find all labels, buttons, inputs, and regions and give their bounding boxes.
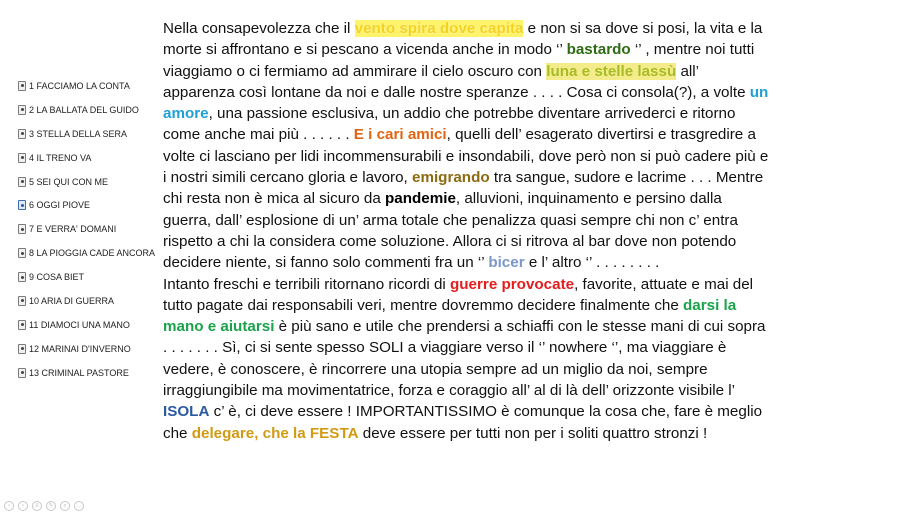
highlight-vento: vento spira dove capita xyxy=(354,20,524,37)
text-segment: deve essere per tutti non per i soliti quattro stronzi ! xyxy=(358,424,708,442)
audio-file-icon[interactable] xyxy=(18,224,26,234)
track-label: 10 ARIA DI GUERRA xyxy=(29,295,115,306)
highlight-festa: delegare, che la FESTA xyxy=(191,424,359,442)
track-label: 7 E VERRA' DOMANI xyxy=(29,224,117,235)
prev-slide-button[interactable]: ‹ xyxy=(4,501,14,511)
text-segment: c’ è, ci deve essere ! IMPORTANTISSIMO è comunque la cosa che, fare è meglio che xyxy=(163,403,763,442)
track-item[interactable] xyxy=(18,217,158,241)
paragraph-2 xyxy=(163,274,769,444)
text-segment: ‘’ , mentre noi tutti viaggiamo o ci fermiamo ad ammirare il cielo oscuro con xyxy=(163,41,755,80)
highlight-isola: ISOLA xyxy=(163,403,210,421)
highlight-amore: un amore xyxy=(163,83,769,123)
text-segment: e non si sa dove si posi, la vita e la morte si affrontano e si pescano a vicenda anche in modo ‘’ xyxy=(163,20,763,59)
track-label: 5 SEI QUI CON ME xyxy=(29,176,109,187)
text-segment: e l’ altro ‘’ . . . . . . . . xyxy=(524,254,660,272)
track-list xyxy=(18,74,158,385)
audio-file-icon[interactable] xyxy=(18,344,26,354)
track-label: 2 LA BALLATA DEL GUIDO xyxy=(29,104,139,115)
track-label: 9 COSA BIET xyxy=(29,272,85,283)
audio-file-icon[interactable] xyxy=(18,81,26,91)
track-item[interactable] xyxy=(18,241,158,265)
more-button[interactable]: … xyxy=(76,503,82,509)
next-slide-button[interactable]: › xyxy=(18,501,28,511)
track-label: 11 DIAMOCI UNA MANO xyxy=(29,319,130,330)
track-item[interactable] xyxy=(18,265,158,289)
track-label: 3 STELLA DELLA SERA xyxy=(29,128,128,139)
track-label: 8 LA PIOGGIA CADE ANCORA xyxy=(29,248,156,259)
audio-file-icon[interactable] xyxy=(18,320,26,330)
track-item[interactable] xyxy=(18,146,158,170)
audio-file-icon[interactable] xyxy=(18,129,26,139)
track-item[interactable] xyxy=(18,361,158,385)
text-segment: Nella consapevolezza che il xyxy=(163,20,355,37)
text-segment: all’ apparenza così lontane da noi e dalle nostre speranze . . . . Cosa ci consola(?), a volte xyxy=(163,62,750,101)
track-item[interactable] xyxy=(18,193,158,217)
audio-file-icon[interactable] xyxy=(18,105,26,115)
highlight-amici: E i cari amici xyxy=(353,126,447,144)
track-item[interactable] xyxy=(18,337,158,361)
text-segment: , una passione esclusiva, un addio che potrebbe diventare arrivederci e ritorno come anche mai più . . . . . . xyxy=(163,105,736,144)
track-item[interactable] xyxy=(18,74,158,98)
track-label: 1 FACCIAMO LA CONTA xyxy=(29,80,130,91)
highlight-guerre: guerre provocate xyxy=(450,275,575,293)
pen-button[interactable]: ✎ xyxy=(46,501,56,511)
highlight-mano: darsi la mano e aiutarsi xyxy=(163,296,737,336)
audio-file-icon[interactable] xyxy=(18,368,26,378)
text-segment: è più sano e utile che prendersi a schiaffi con le stesse mani di cui sopra . . . . . . . Sì, ci si sente spesso SOLI a viaggiare verso il ‘’ nowhere ‘’, ma viaggiare è vedere, è conoscere, è rincorrere una utopia sempre ad un miglio da noi, sempre irraggiungibile ma movimentatrice, forza e coraggio all’ al di là dell’ orizzonte visibile l’ xyxy=(163,318,766,400)
audio-file-icon[interactable] xyxy=(18,248,26,258)
highlight-bastardo: bastardo xyxy=(566,41,631,59)
text-segment: , favorite, attuate e mai del tutto pagate dai responsabili veri, mentre dovremmo decidere finalmente che xyxy=(163,275,754,314)
audio-file-icon[interactable] xyxy=(18,296,26,306)
text-segment: , quelli dell’ esagerato divertirsi e trasgredire a volte ci lasciano per lidi incommensurabili e insondabili, dove però non si può cadere più e i nostri simili cercano gloria e lavoro, xyxy=(163,126,769,187)
body-text xyxy=(163,18,769,444)
slideshow-controls xyxy=(4,501,84,511)
zoom-button[interactable]: ⌕ xyxy=(60,501,70,511)
audio-file-icon[interactable] xyxy=(18,177,26,187)
text-segment: , alluvioni, inquinamento e persino dalla guerra, dall’ esplosione di un’ arma totale che penalizza quasi sempre chi non c’ entra rispetto a chi la considera come soluzione. Allora ci si ritrova al bar dove non potendo decidere niente, si fanno solo commenti fra un ‘’ xyxy=(163,190,738,272)
track-label: 6 OGGI PIOVE xyxy=(29,200,91,211)
text-segment: Intanto freschi e terribili ritornano ricordi di xyxy=(163,275,450,293)
track-item[interactable] xyxy=(18,170,158,194)
highlight-luna: luna e stelle lassù xyxy=(546,62,677,80)
track-label: 12 MARINAI D'INVERNO xyxy=(29,343,131,354)
track-item[interactable] xyxy=(18,289,158,313)
text-segment: tra sangue, sudore e lacrime . . . Mentre chi resta non è mica al sicuro da xyxy=(163,169,764,208)
highlight-pandemie: pandemie xyxy=(385,190,456,208)
track-label: 13 CRIMINAL PASTORE xyxy=(29,367,129,378)
track-item[interactable] xyxy=(18,313,158,337)
track-item[interactable] xyxy=(18,122,158,146)
track-item[interactable] xyxy=(18,98,158,122)
video-file-icon[interactable] xyxy=(18,200,26,210)
paragraph-1 xyxy=(163,18,769,274)
menu-button[interactable]: ≡ xyxy=(32,501,42,511)
highlight-emigrando: emigrando xyxy=(412,169,490,187)
track-label: 4 IL TRENO VA xyxy=(29,152,92,163)
highlight-bicer: bicer xyxy=(488,254,525,272)
audio-file-icon[interactable] xyxy=(18,272,26,282)
audio-file-icon[interactable] xyxy=(18,153,26,163)
